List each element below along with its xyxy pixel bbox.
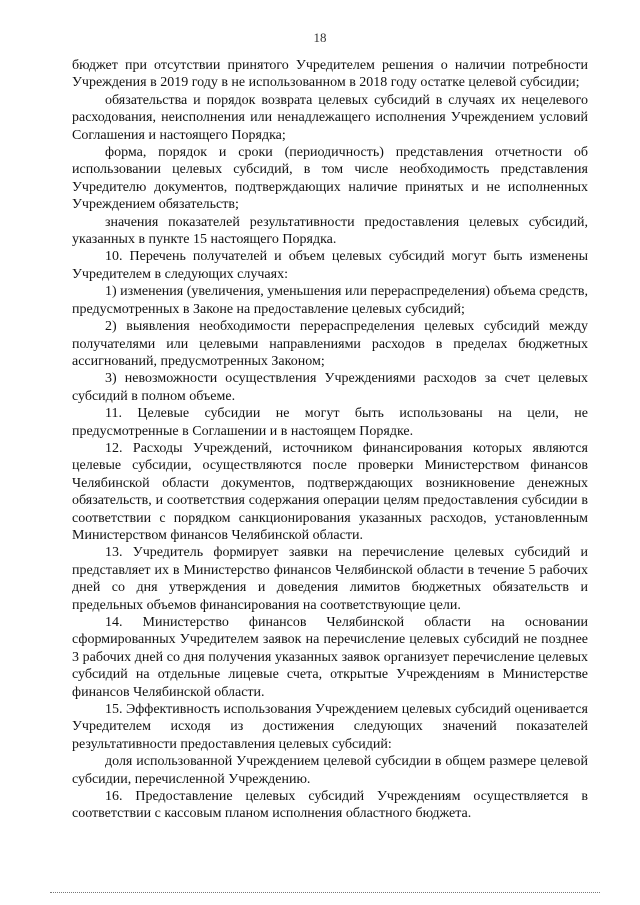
paragraph-item-10-1: 1) изменения (увеличения, уменьшения или перераспределения) объема средств, предусмотренных в Законе на предоставление целевых субсидий; (72, 284, 588, 317)
paragraph-item-16: 16. Предоставление целевых субсидий Учреждениям осуществляется в соответствии с кассовым планом исполнения областного бюджета. (72, 789, 588, 822)
page-bottom-rule (50, 892, 600, 893)
paragraph-item-10-3: 3) невозможности осуществления Учреждениями расходов за счет целевых субсидий в полном объеме. (72, 371, 588, 404)
paragraph-item-10: 10. Перечень получателей и объем целевых субсидий могут быть изменены Учредителем в следующих случаях: (72, 249, 588, 282)
paragraph-item-11: 11. Целевые субсидии не могут быть использованы на цели, не предусмотренные в Соглашении и в настоящем Порядке. (72, 406, 588, 439)
paragraph-item-15: 15. Эффективность использования Учреждением целевых субсидий оценивается Учредителем исходя из достижения следующих значений показателей результативности предоставления целевых субсидий: (72, 702, 588, 752)
paragraph-continuation: бюджет при отсутствии принятого Учредителем решения о наличии потребности Учреждения в 2019 году в не использованном в 2018 году остатке целевой субсидии; (72, 58, 588, 91)
paragraph-reporting-form: форма, порядок и сроки (периодичность) представления отчетности об использовании целевых субсидий, в том числе необходимость представления Учредителю документов, подтверждающих наличие принятых и не исполненных Учреждением обязательств; (72, 145, 588, 213)
paragraph-item-12: 12. Расходы Учреждений, источником финансирования которых являются целевые субсидии, осуществляются после проверки Министерством финансов Челябинской области документов, подтверждающих возникновение денежных обязательств, и соответствия содержания операции целям предоставления субсидии в соответствии с порядком санкционирования указанных расходов, установленным Министерством финансов Челябинской области. (72, 440, 588, 543)
paragraph-item-14: 14. Министерство финансов Челябинской области на основании сформированных Учредителем заявок на перечисление целевых субсидий не позднее 3 рабочих дней со дня получения указанных заявок организует перечисление целевых субсидий на отдельные лицевые счета, открытые Учреждениям в Министерстве финансов Челябинской области. (72, 615, 588, 700)
paragraph-item-10-2: 2) выявления необходимости перераспределения целевых субсидий между получателями или целевыми направлениями расходов в пределах бюджетных ассигнований, предусмотренных Законом; (72, 319, 588, 369)
paragraph-indicator-values: значения показателей результативности предоставления целевых субсидий, указанных в пункте 15 настоящего Порядка. (72, 214, 588, 248)
page-number: 18 (313, 30, 327, 45)
paragraph-item-13: 13. Учредитель формирует заявки на перечисление целевых субсидий и представляет их в Министерство финансов Челябинской области в течение 5 рабочих дней со дня утверждения и доведения лимитов бюджетных обязательств и предельных объемов финансирования на соответствующие цели. (72, 545, 588, 613)
document-body (72, 57, 588, 823)
paragraph-item-15-indicator: доля использованной Учреждением целевой субсидии в общем размере целевой субсидии, перечисленной Учреждению. (72, 754, 588, 787)
paragraph-refund-obligations: обязательства и порядок возврата целевых субсидий в случаях их нецелевого расходования, неисполнения или ненадлежащего исполнения Учреждением условий Соглашения и настоящего Порядка; (72, 92, 588, 143)
